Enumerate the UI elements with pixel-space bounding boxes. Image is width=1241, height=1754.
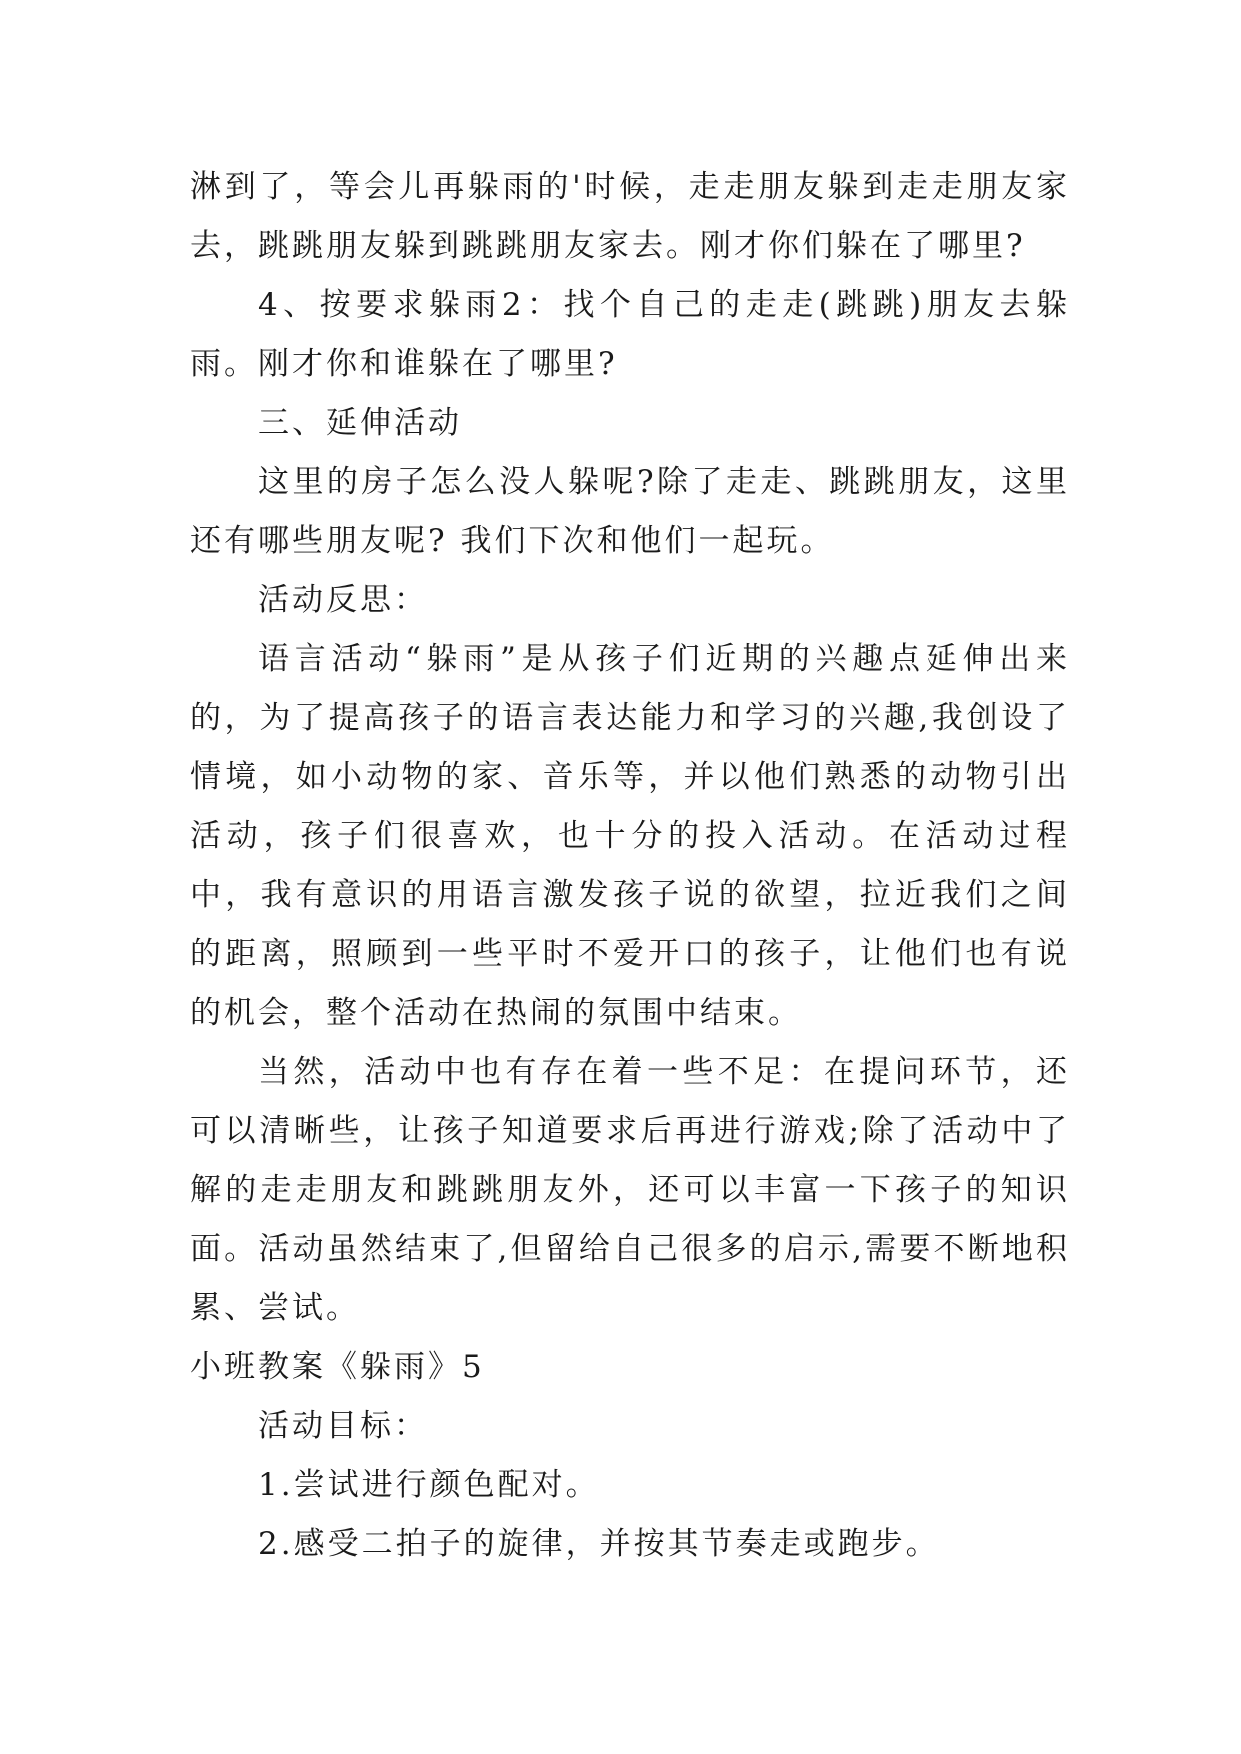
lesson-title: 小班教案《躲雨》5 bbox=[190, 1349, 485, 1385]
section-heading-reflection: 活动反思： bbox=[258, 582, 428, 618]
goal-item-2: 2.感受二拍子的旋律，并按其节奏走或跑步。 bbox=[258, 1526, 940, 1562]
section-heading-goals: 活动目标： bbox=[258, 1408, 428, 1444]
document-body bbox=[190, 158, 1070, 1574]
paragraph-extension: 这里的房子怎么没人躲呢?除了走走、跳跳朋友，这里还有哪些朋友呢? 我们下次和他们一起玩。 bbox=[190, 464, 1070, 559]
paragraph-reflection-2: 当然，活动中也有存在着一些不足：在提问环节，还可以清晰些，让孩子知道要求后再进行游戏;除了活动中了解的走走朋友和跳跳朋友外，还可以丰富一下孩子的知识面。活动虽然结束了,但留给自己很多的启示,需要不断地积累、尝试。 bbox=[190, 1054, 1070, 1326]
paragraph-continuation: 淋到了，等会儿再躲雨的'时候，走走朋友躲到走走朋友家去，跳跳朋友躲到跳跳朋友家去。刚才你们躲在了哪里? bbox=[190, 169, 1070, 264]
paragraph-reflection-1: 语言活动“躲雨”是从孩子们近期的兴趣点延伸出来的，为了提高孩子的语言表达能力和学习的兴趣,我创设了情境，如小动物的家、音乐等，并以他们熟悉的动物引出活动，孩子们很喜欢，也十分的投入活动。在活动过程中，我有意识的用语言激发孩子说的欲望，拉近我们之间的距离，照顾到一些平时不爱开口的孩子，让他们也有说的机会，整个活动在热闹的氛围中结束。 bbox=[190, 641, 1070, 1031]
section-heading-extension: 三、延伸活动 bbox=[258, 405, 462, 441]
goal-item-1: 1.尝试进行颜色配对。 bbox=[258, 1467, 600, 1503]
paragraph-step-4: 4、按要求躲雨2：找个自己的走走(跳跳)朋友去躲雨。刚才你和谁躲在了哪里? bbox=[190, 287, 1070, 382]
